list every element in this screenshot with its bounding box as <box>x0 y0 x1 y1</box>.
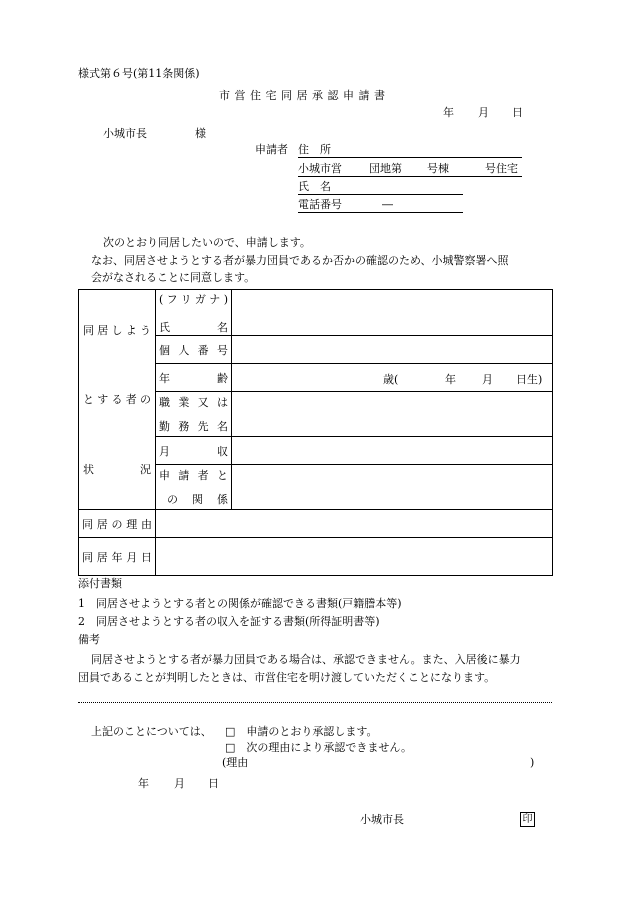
occupation-label-1: 職業又は <box>159 396 228 409</box>
address-field[interactable] <box>298 143 522 158</box>
name-field[interactable] <box>298 180 463 195</box>
approval-date-year: 年 <box>138 777 149 790</box>
birth-month-label: 月 <box>482 373 493 386</box>
phone-label: 電話番号 <box>298 198 342 211</box>
housing-unit-label: 号住宅 <box>485 162 518 175</box>
relation-label-cell <box>156 465 232 510</box>
reason-close: ) <box>530 756 535 769</box>
reason-open: (理由 <box>222 756 249 769</box>
housing-field[interactable] <box>298 162 522 177</box>
attachment-item-1: 1 同居させようとする者との関係が確認できる書類(戸籍謄本等) <box>78 597 402 610</box>
side-label-cell <box>79 290 156 510</box>
occupation-label-2: 勤務先名 <box>159 420 228 433</box>
cohab-date-label-cell <box>79 538 156 576</box>
date-year-label: 年 <box>443 106 454 119</box>
occupation-value-cell[interactable] <box>232 392 553 437</box>
age-label: 年齢 <box>159 371 228 385</box>
furigana-name-label-cell <box>156 290 232 336</box>
relation-label-2: の関係 <box>167 493 228 506</box>
personal-number-label-cell <box>156 336 232 364</box>
body-line-1: 次のとおり同居したいので、申請します。 <box>103 236 311 249</box>
age-value-cell[interactable] <box>232 364 553 392</box>
addressee: 小城市長 <box>103 127 147 140</box>
approval-date-month: 月 <box>174 777 185 790</box>
approval-option-reject[interactable]: □ 次の理由により承認できません。 <box>225 741 413 754</box>
relation-label-1: 申請者と <box>159 469 228 482</box>
body-line-2b: 会がなされることに同意します。 <box>91 271 256 284</box>
side-label-1: 同居しよう <box>83 324 151 338</box>
name-label-cell: 氏名 <box>159 320 228 334</box>
attachments-title: 添付書類 <box>78 577 122 590</box>
page-title: 市 営 住 宅 同 居 承 認 申 請 書 <box>219 89 386 102</box>
addressee-suffix: 様 <box>195 127 206 140</box>
approval-lead: 上記のことについては、 <box>91 725 212 738</box>
form-number: 様式第６号(第11条関係) <box>78 67 200 80</box>
date-day-label: 日 <box>512 106 523 119</box>
income-value-cell[interactable] <box>232 437 553 465</box>
approval-option-approve[interactable]: □ 申請のとおり承認します。 <box>225 725 378 738</box>
birth-year-label: 年 <box>445 373 456 386</box>
date-month-label: 月 <box>478 106 489 119</box>
furigana-label: (フリガナ) <box>159 292 228 306</box>
mayor-label: 小城市長 <box>360 813 404 826</box>
personal-number-value-cell[interactable] <box>232 336 553 364</box>
reason-value-cell[interactable] <box>156 510 553 538</box>
phone-field[interactable] <box>298 198 463 213</box>
cohabitant-table <box>78 289 553 576</box>
address-label: 住 所 <box>298 143 331 156</box>
relation-value-cell[interactable] <box>232 465 553 510</box>
side-label-3b: 況 <box>140 462 151 476</box>
birth-day-label: 日生) <box>516 373 543 386</box>
phone-dash: ― <box>382 198 393 211</box>
name-value-cell[interactable] <box>232 290 553 336</box>
reason-label-cell <box>79 510 156 538</box>
age-label-cell <box>156 364 232 392</box>
remarks-line-1: 同居させようとする者が暴力団員である場合は、承認できません。また、入居後に暴力 <box>91 653 521 666</box>
cohab-date-value-cell[interactable] <box>156 538 553 576</box>
seal-mark: 印 <box>520 812 535 827</box>
cohab-date-label: 同居年月日 <box>82 550 152 564</box>
name-label: 氏 名 <box>298 180 331 193</box>
attachment-item-2: 2 同居させようとする者の収入を証する書類(所得証明書等) <box>78 615 380 628</box>
personal-number-label: 個人番号 <box>159 343 228 357</box>
side-label-2: とする者の <box>83 393 151 407</box>
housing-building-label: 号棟 <box>427 162 449 175</box>
applicant-label: 申請者 <box>255 143 288 156</box>
remarks-title: 備考 <box>78 633 100 646</box>
reason-label: 同居の理由 <box>82 517 152 531</box>
dotted-divider <box>78 702 552 703</box>
approval-date-day: 日 <box>208 777 219 790</box>
housing-block-label: 団地第 <box>369 162 402 175</box>
remarks-line-2: 団員であることが判明したときは、市営住宅を明け渡していただくことになります。 <box>78 671 496 684</box>
housing-prefix: 小城市営 <box>298 162 342 175</box>
income-label-cell <box>156 437 232 465</box>
side-label-3a: 状 <box>83 462 94 476</box>
body-line-2a: なお、同居させようとする者が暴力団員であるか否かの確認のため、小城警察署へ照 <box>91 254 509 267</box>
occupation-label-cell <box>156 392 232 437</box>
income-label: 月収 <box>159 444 228 458</box>
age-sai: 歳( <box>383 373 399 386</box>
